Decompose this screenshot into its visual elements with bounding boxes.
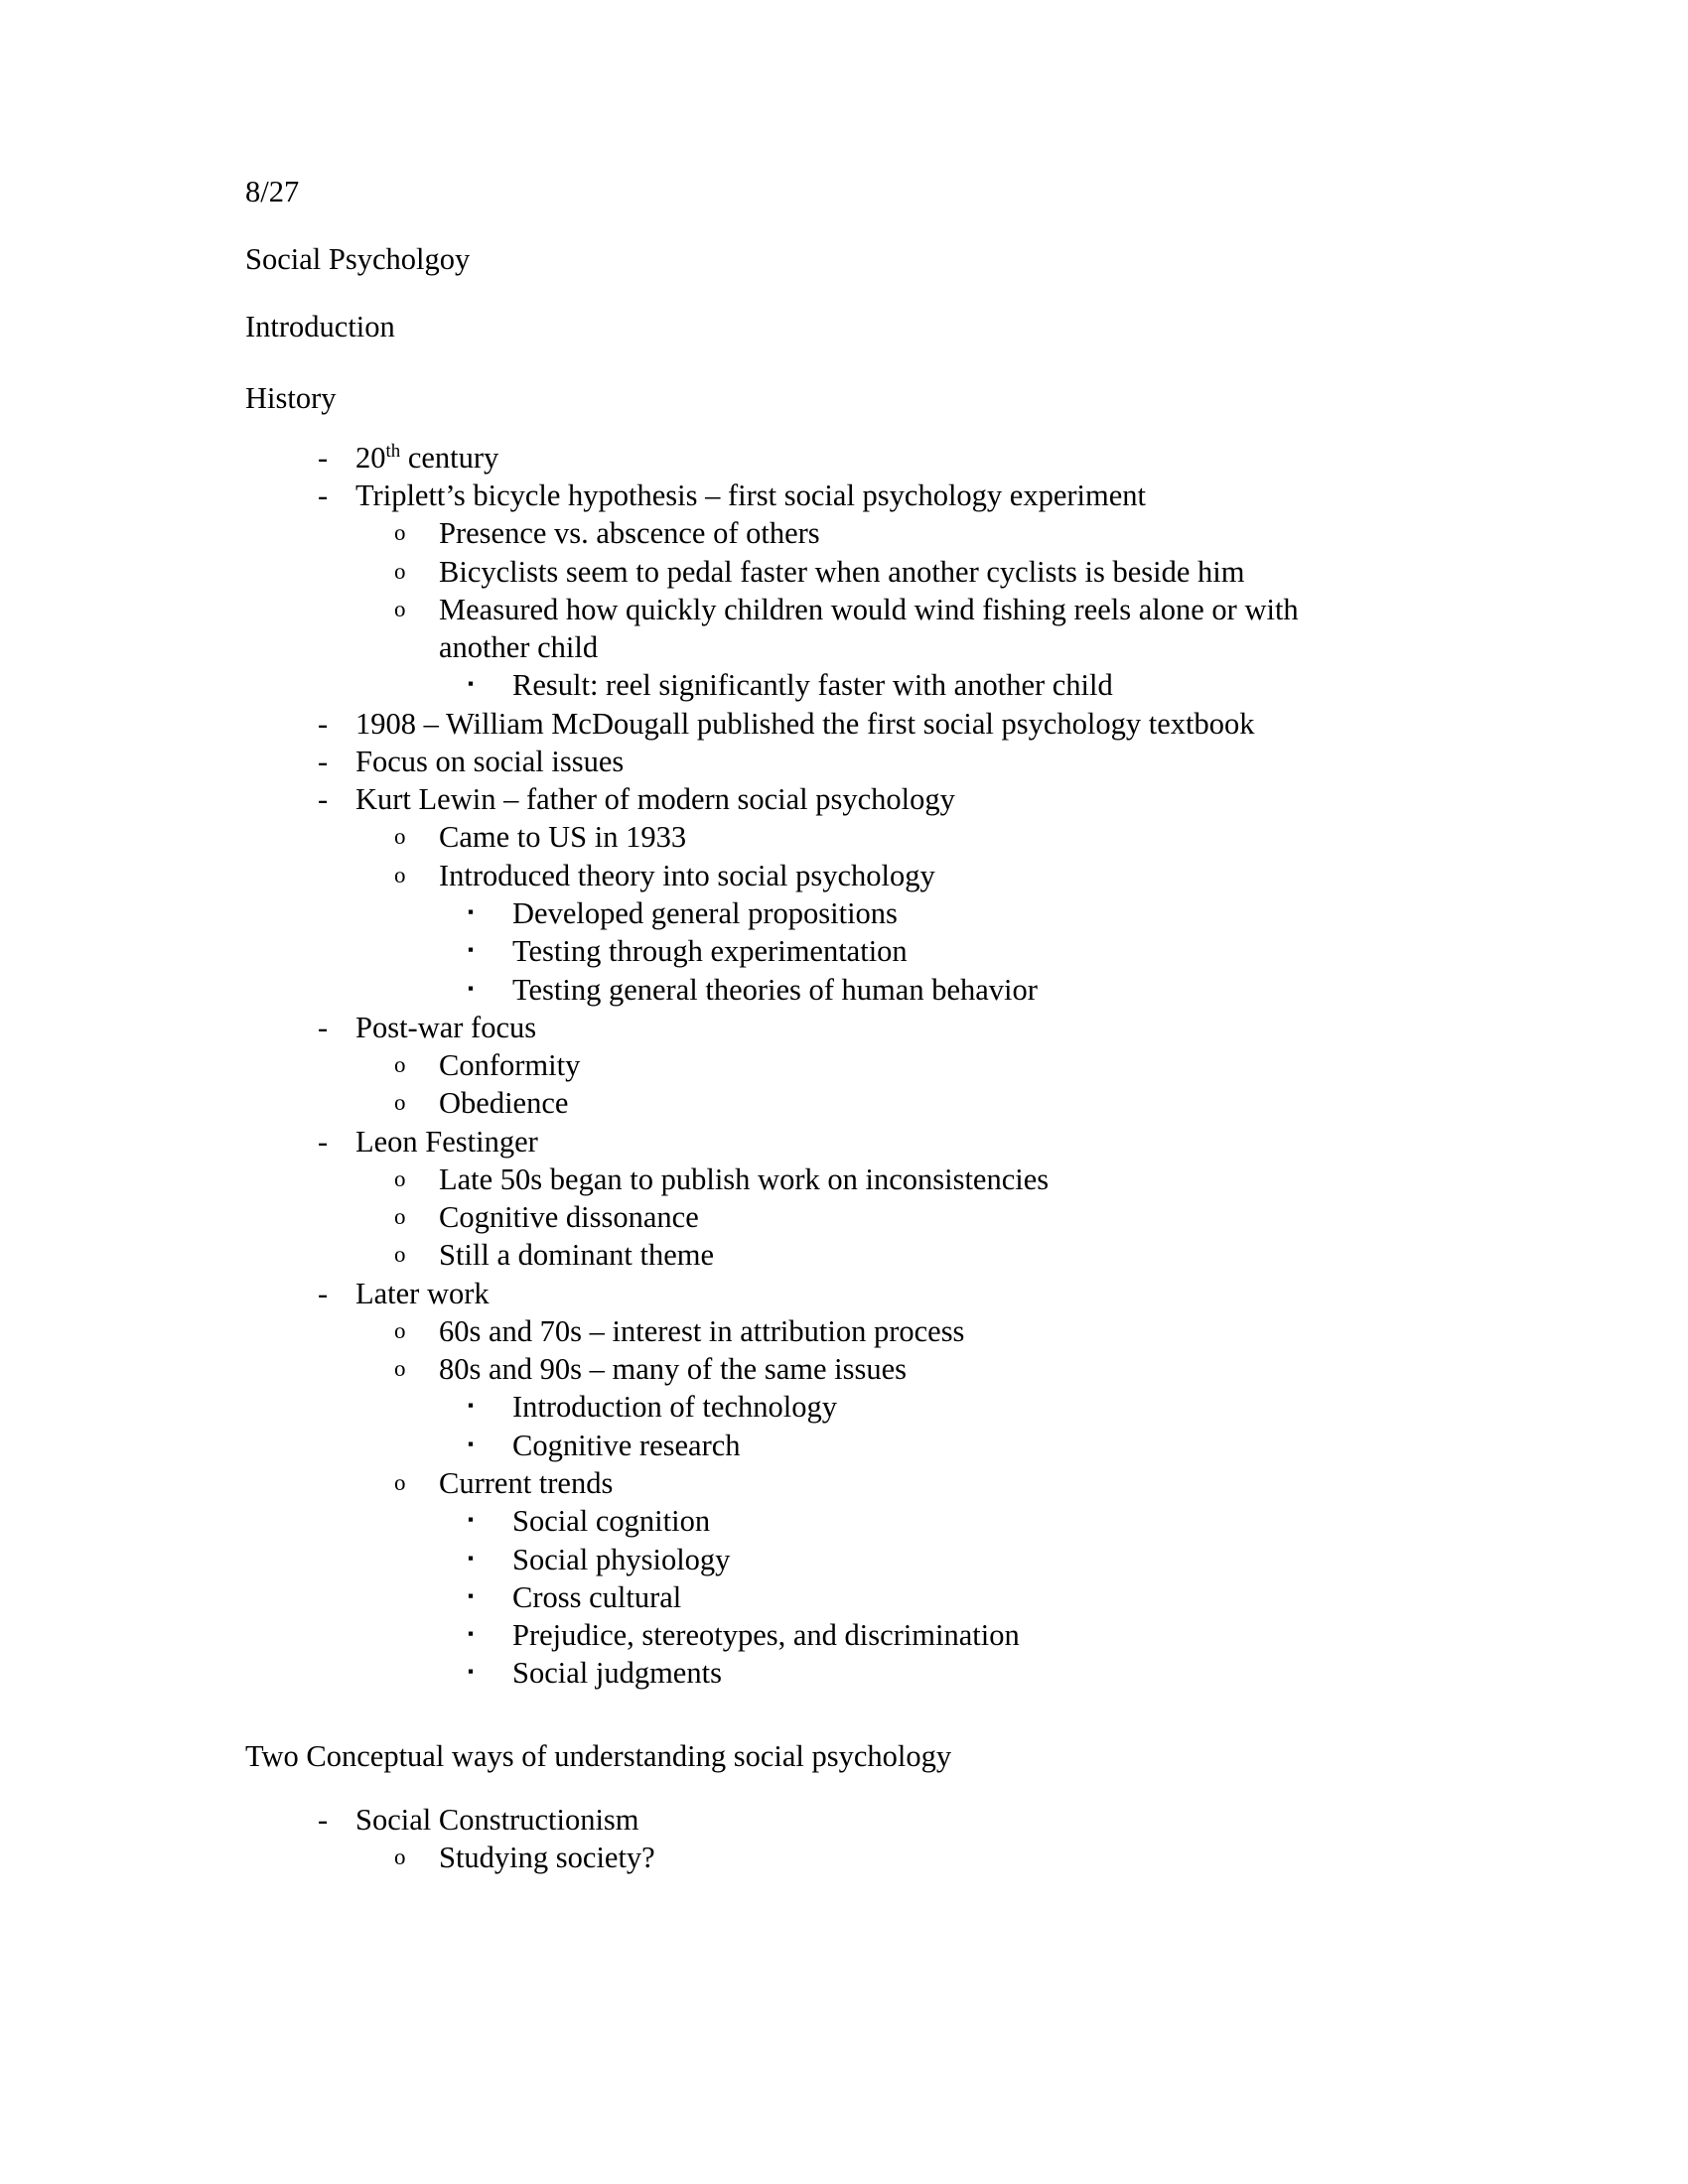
list-item bbox=[468, 1654, 1467, 1692]
document-body bbox=[245, 174, 1467, 1876]
list-item bbox=[468, 1388, 1467, 1426]
document-title: Social Psycholgoy bbox=[245, 242, 471, 277]
list-item-label: Triplett’s bicycle hypothesis – first social psychology experiment bbox=[355, 478, 1146, 513]
ordinal-trailing-text: century bbox=[400, 440, 499, 475]
bullet-marker-dash: - bbox=[318, 1802, 329, 1837]
list-item bbox=[468, 1616, 1467, 1654]
sublist bbox=[394, 1046, 1467, 1123]
list-item-label: Studying society? bbox=[439, 1841, 655, 1875]
list-item-label: Social physiology bbox=[512, 1542, 731, 1576]
bullet-marker-dash: - bbox=[318, 782, 329, 817]
list-item-label: Still a dominant theme bbox=[439, 1238, 715, 1273]
list-item-label: Conformity bbox=[439, 1048, 581, 1083]
list-item bbox=[317, 743, 1467, 780]
list-item-label: Obedience bbox=[439, 1086, 569, 1121]
bullet-marker-dash: - bbox=[318, 478, 329, 513]
history-list bbox=[317, 439, 1467, 1693]
ordinal-number: 20 bbox=[355, 440, 386, 475]
bullet-marker-circle: o bbox=[394, 1090, 406, 1116]
bullet-marker-dash: - bbox=[318, 1124, 329, 1159]
document-subtitle: Introduction bbox=[245, 310, 395, 344]
ordinal-suffix: th bbox=[385, 440, 401, 462]
list-item bbox=[317, 1123, 1467, 1275]
section-heading-two-conceptual-ways: Two Conceptual ways of understanding social psychology bbox=[245, 1738, 952, 1773]
bullet-marker-square: ▪ bbox=[468, 1548, 475, 1568]
sublist bbox=[394, 1160, 1467, 1275]
bullet-marker-square: ▪ bbox=[468, 902, 475, 921]
bullet-marker-circle: o bbox=[394, 1165, 406, 1191]
list-item bbox=[394, 1198, 1467, 1236]
list-item-label bbox=[355, 439, 1408, 477]
list-item-label: Testing general theories of human behavior bbox=[512, 972, 1038, 1007]
bullet-marker-square: ▪ bbox=[468, 940, 475, 960]
list-item-label: Testing through experimentation bbox=[512, 934, 908, 969]
list-item-label: 80s and 90s – many of the same issues bbox=[439, 1352, 907, 1387]
list-item-label: Later work bbox=[355, 1276, 490, 1310]
bullet-marker-square: ▪ bbox=[468, 1396, 475, 1416]
list-item-label: Developed general propositions bbox=[512, 896, 898, 930]
document-date: 8/27 bbox=[245, 175, 300, 208]
bullet-marker-circle: o bbox=[394, 1356, 406, 1382]
bullet-marker-square: ▪ bbox=[468, 1624, 475, 1644]
list-item bbox=[317, 780, 1467, 1009]
list-item bbox=[394, 1350, 1467, 1464]
list-item-label: Late 50s began to publish work on inconsistencies bbox=[439, 1161, 1050, 1196]
list-item bbox=[317, 1275, 1467, 1693]
list-item bbox=[317, 1009, 1467, 1123]
bullet-marker-circle: o bbox=[394, 1469, 406, 1495]
list-item-label: Leon Festinger bbox=[355, 1124, 538, 1159]
bullet-marker-square: ▪ bbox=[468, 1662, 475, 1682]
list-item bbox=[468, 1427, 1467, 1464]
bullet-marker-square: ▪ bbox=[468, 1510, 475, 1530]
list-item-label: Social Constructionism bbox=[355, 1802, 639, 1837]
list-item bbox=[468, 1541, 1467, 1578]
bullet-marker-circle: o bbox=[394, 1052, 406, 1078]
list-item bbox=[394, 553, 1467, 591]
list-item-label: Kurt Lewin – father of modern social psychology bbox=[355, 782, 955, 817]
list-item bbox=[468, 666, 1467, 704]
list-item bbox=[394, 1160, 1467, 1198]
list-item-label: Cross cultural bbox=[512, 1579, 682, 1614]
list-item bbox=[317, 439, 1467, 477]
list-item bbox=[468, 894, 1467, 932]
list-item-label: Came to US in 1933 bbox=[439, 820, 687, 855]
bullet-marker-circle: o bbox=[394, 1317, 406, 1343]
list-item bbox=[468, 1578, 1467, 1616]
sublist bbox=[394, 818, 1467, 1008]
list-item-label: 1908 – William McDougall published the first social psychology textbook bbox=[355, 706, 1255, 741]
sublist bbox=[468, 666, 1467, 704]
list-item-label: Prejudice, stereotypes, and discrimination bbox=[512, 1618, 1020, 1653]
list-item bbox=[394, 857, 1467, 1009]
bullet-marker-circle: o bbox=[394, 520, 406, 546]
list-item bbox=[394, 1464, 1467, 1693]
sublist bbox=[468, 1388, 1467, 1464]
list-item-label: Social judgments bbox=[512, 1656, 722, 1691]
list-item bbox=[394, 514, 1467, 552]
list-item bbox=[468, 932, 1467, 970]
sublist bbox=[394, 1312, 1467, 1693]
list-item bbox=[394, 1046, 1467, 1084]
list-item bbox=[317, 1801, 1467, 1877]
bullet-marker-dash: - bbox=[318, 744, 329, 778]
sublist bbox=[394, 1839, 1467, 1876]
sublist bbox=[394, 514, 1467, 704]
list-item-label: Post-war focus bbox=[355, 1010, 537, 1044]
list-item bbox=[468, 971, 1467, 1009]
section-heading-history: History bbox=[245, 380, 337, 415]
sublist bbox=[468, 1502, 1467, 1692]
bullet-marker-dash: - bbox=[318, 706, 329, 741]
bullet-marker-dash: - bbox=[318, 1276, 329, 1310]
list-item-label: 60s and 70s – interest in attribution process bbox=[439, 1313, 965, 1348]
list-item-label: Bicyclists seem to pedal faster when another cyclists is beside him bbox=[439, 554, 1245, 589]
bullet-marker-square: ▪ bbox=[468, 1433, 475, 1453]
list-item-label: Result: reel significantly faster with another child bbox=[512, 668, 1113, 703]
bullet-marker-square: ▪ bbox=[468, 1585, 475, 1605]
bullet-marker-circle: o bbox=[394, 1204, 406, 1230]
bullet-marker-circle: o bbox=[394, 1844, 406, 1870]
list-item bbox=[394, 1839, 1467, 1876]
list-item-label: Cognitive research bbox=[512, 1428, 741, 1462]
bullet-marker-dash: - bbox=[318, 440, 329, 475]
list-item-label: Current trends bbox=[439, 1465, 614, 1500]
bullet-marker-circle: o bbox=[394, 824, 406, 850]
list-item bbox=[317, 477, 1467, 705]
list-item-label: Focus on social issues bbox=[355, 744, 625, 778]
list-item-label: Introduction of technology bbox=[512, 1390, 837, 1425]
list-item-label: Measured how quickly children would wind fishing reels alone or with another child bbox=[439, 592, 1307, 665]
list-item-label: Introduced theory into social psychology bbox=[439, 858, 935, 892]
list-item bbox=[317, 705, 1467, 743]
list-item bbox=[394, 1084, 1467, 1122]
bullet-marker-circle: o bbox=[394, 862, 406, 887]
bullet-marker-circle: o bbox=[394, 558, 406, 584]
bullet-marker-circle: o bbox=[394, 1242, 406, 1268]
list-item bbox=[394, 818, 1467, 856]
list-item-label: Cognitive dissonance bbox=[439, 1200, 699, 1235]
list-item bbox=[394, 1312, 1467, 1350]
bullet-marker-square: ▪ bbox=[468, 674, 475, 694]
list-item bbox=[468, 1502, 1467, 1540]
list-item-label: Social cognition bbox=[512, 1504, 711, 1539]
sublist bbox=[468, 894, 1467, 1009]
two-conceptual-ways-list bbox=[317, 1801, 1467, 1877]
bullet-marker-circle: o bbox=[394, 596, 406, 621]
list-item-label: Presence vs. abscence of others bbox=[439, 516, 820, 551]
list-item bbox=[394, 1236, 1467, 1274]
bullet-marker-square: ▪ bbox=[468, 978, 475, 998]
bullet-marker-dash: - bbox=[318, 1010, 329, 1044]
list-item bbox=[394, 591, 1467, 705]
